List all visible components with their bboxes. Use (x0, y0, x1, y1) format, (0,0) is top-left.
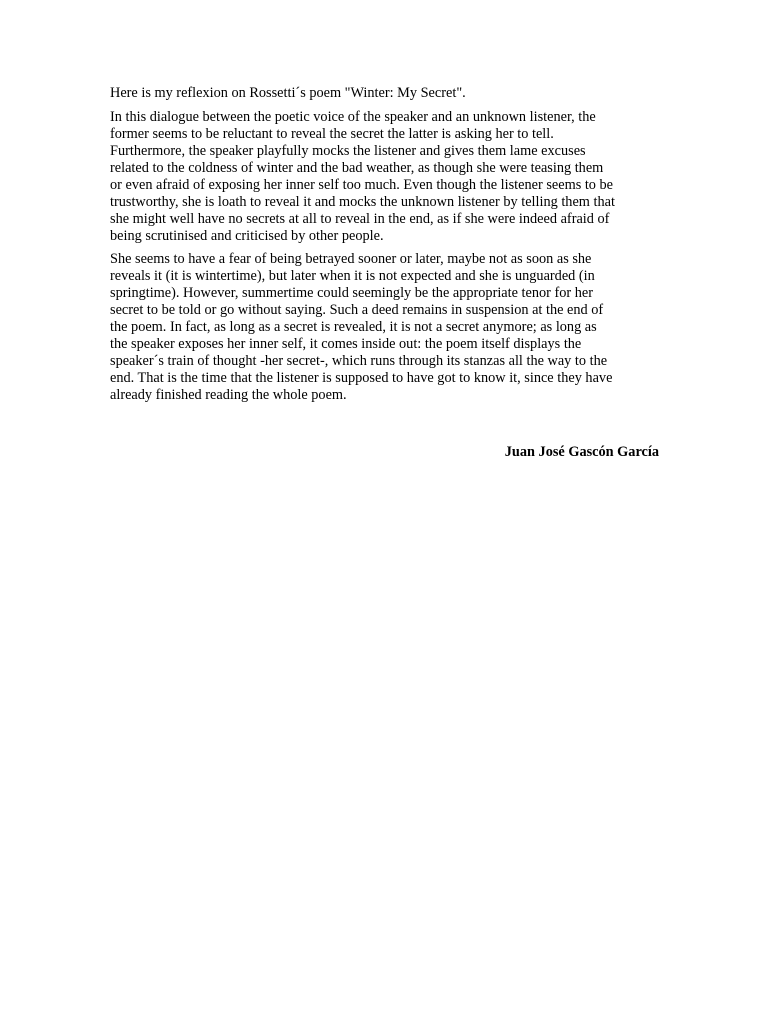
author-signature: Juan José Gascón García (504, 444, 659, 460)
paragraph-1-line: or even afraid of exposing her inner self too much. Even though the listener seems to be (110, 177, 614, 193)
paragraph-1 (110, 109, 660, 245)
paragraph-1-line: trustworthy, she is loath to reveal it and mocks the unknown listener by telling them that (110, 194, 615, 210)
paragraph-2-line: end. That is the time that the listener is supposed to have got to know it, since they have (110, 370, 613, 386)
paragraph-2-line: the poem. In fact, as long as a secret is revealed, it is not a secret anymore; as long as (110, 319, 597, 335)
paragraph-1-line: former seems to be reluctant to reveal the secret the latter is asking her to tell. (110, 126, 554, 142)
paragraph-2-line: already finished reading the whole poem. (110, 387, 347, 403)
paragraph-2-line: secret to be told or go without saying. Such a deed remains in suspension at the end of (110, 302, 604, 318)
paragraph-1-line: In this dialogue between the poetic voice of the speaker and an unknown listener, the (110, 109, 596, 125)
paragraph-2-line: the speaker exposes her inner self, it comes inside out: the poem itself displays the (110, 336, 582, 352)
paragraph-1-line: related to the coldness of winter and the bad weather, as though she were teasing them (110, 160, 604, 176)
paragraph-2-line: She seems to have a fear of being betrayed sooner or later, maybe not as soon as she (110, 251, 592, 267)
paragraph-2-line: springtime). However, summertime could seemingly be the appropriate tenor for her (110, 285, 593, 301)
intro-paragraph: Here is my reflexion on Rossetti´s poem "Winter: My Secret". (110, 85, 466, 101)
document-body (110, 85, 660, 410)
paragraph-1-line: Furthermore, the speaker playfully mocks the listener and gives them lame excuses (110, 143, 586, 159)
paragraph-1-line: being scrutinised and criticised by other people. (110, 228, 384, 244)
paragraph-2-line: reveals it (it is wintertime), but later when it is not expected and she is unguarded (in (110, 268, 595, 284)
paragraph-2 (110, 251, 660, 404)
paragraph-1-line: she might well have no secrets at all to reveal in the end, as if she were indeed afraid of (110, 211, 610, 227)
paragraph-2-line: speaker´s train of thought -her secret-, which runs through its stanzas all the way to the (110, 353, 608, 369)
